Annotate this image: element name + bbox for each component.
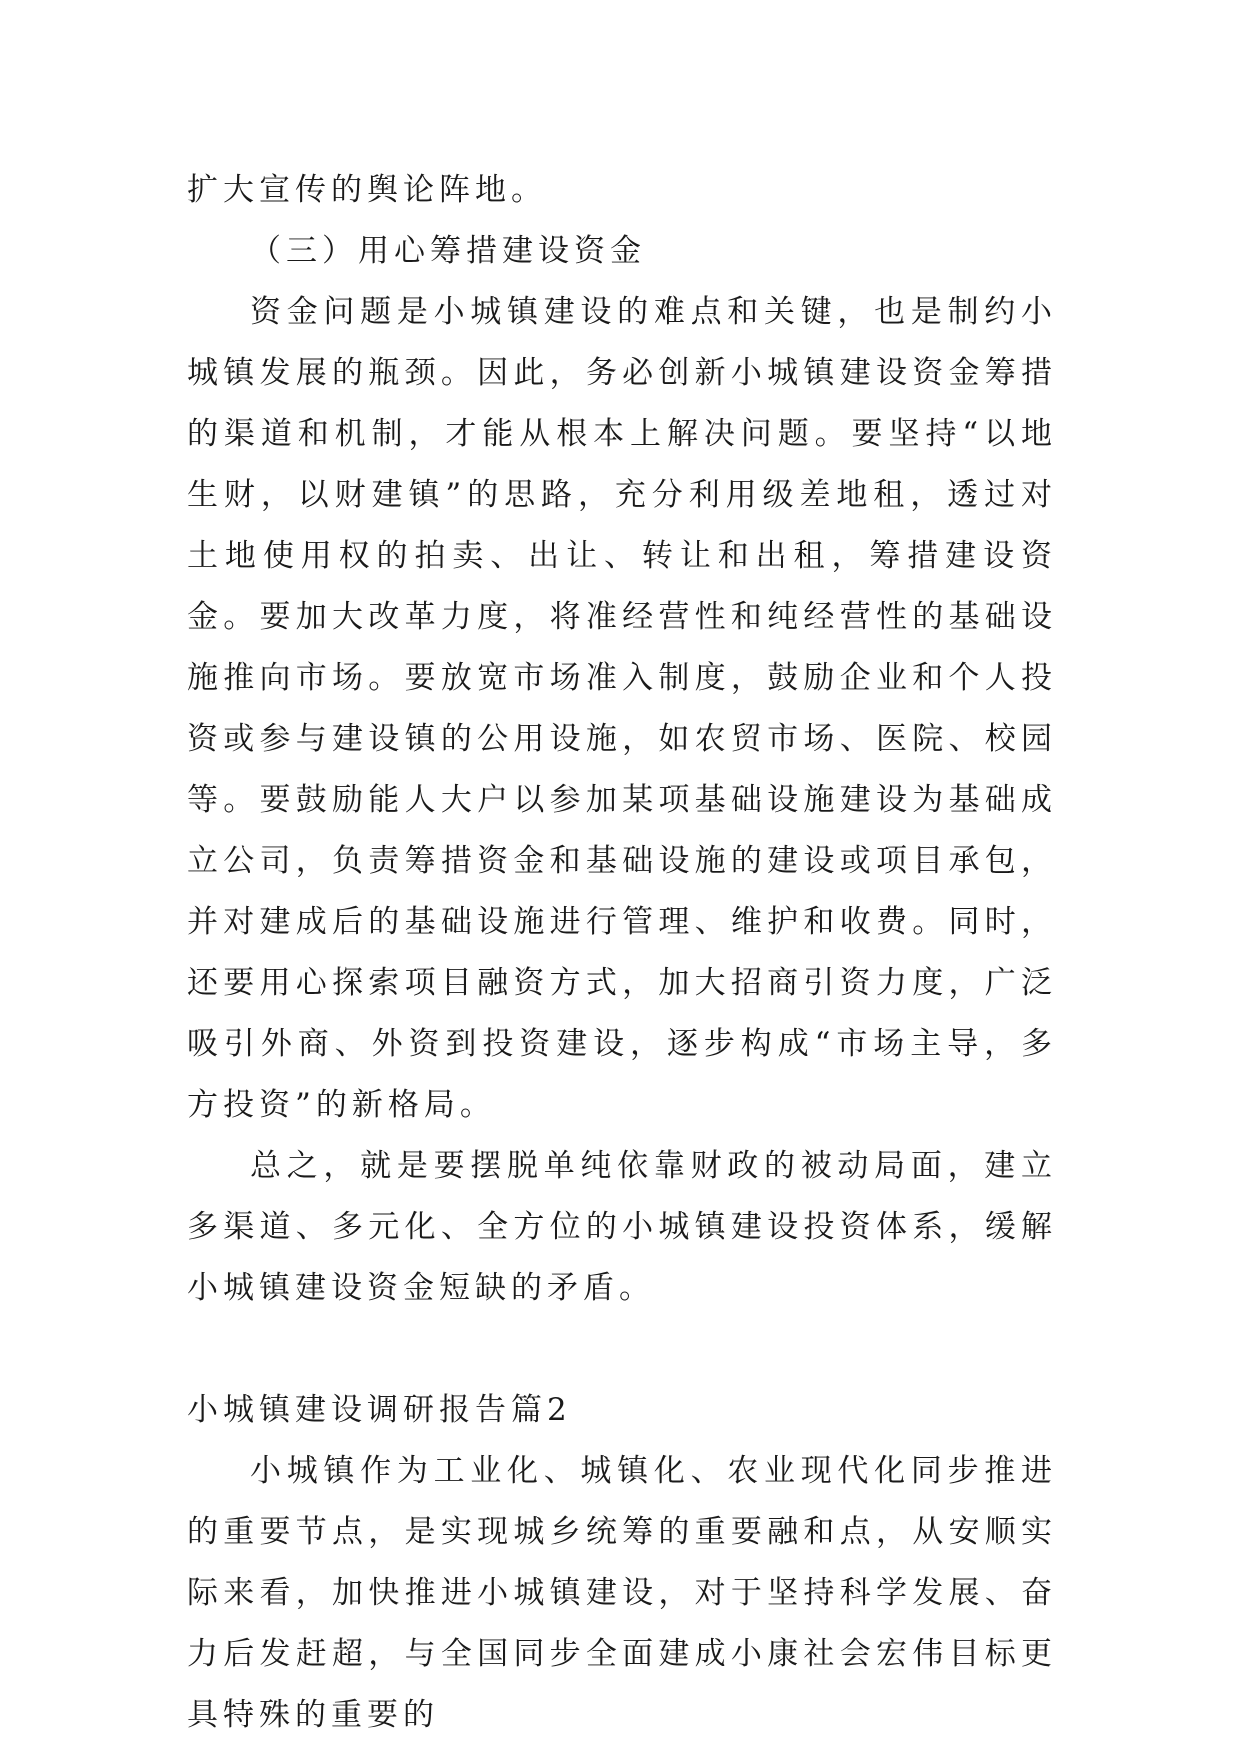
section-heading: （三）用心筹措建设资金 bbox=[250, 233, 646, 269]
paragraph-funding: 资金问题是小城镇建设的难点和关键，也是制约小城镇发展的瓶颈。因此，务必创新小城镇建设资金筹措的渠道和机制，才能从根本上解决问题。要坚持“以地生财，以财建镇”的思路，充分利用级差地租，透过对土地使用权的拍卖、出让、转让和出租，筹措建设资金。要加大改革力度，将准经营性和纯经营性的基础设施推向市场。要放宽市场准入制度，鼓励企业和个人投资或参与建设镇的公用设施，如农贸市场、医院、校园等。要鼓励能人大户以参加某项基础设施建设为基础成立公司，负责筹措资金和基础设施的建设或项目承包，并对建成后的基础设施进行管理、维护和收费。同时，还要用心探索项目融资方式，加大招商引资力度，广泛吸引外商、外资到投资建设，逐步构成“市场主导，多方投资”的新格局。 bbox=[187, 294, 1057, 1123]
report-title: 小城镇建设调研报告篇2 bbox=[187, 1392, 572, 1428]
paragraph-report-intro: 小城镇作为工业化、城镇化、农业现代化同步推进的重要节点，是实现城乡统筹的重要融和点，从安顺实际来看，加快推进小城镇建设，对于坚持科学发展、奋力后发赶超，与全国同步全面建成小康社会宏伟目标更具特殊的重要的 bbox=[187, 1453, 1057, 1733]
paragraph-conclusion: 总之，就是要摆脱单纯依靠财政的被动局面，建立多渠道、多元化、全方位的小城镇建设投资体系，缓解小城镇建设资金短缺的矛盾。 bbox=[187, 1148, 1057, 1306]
continuation-text: 扩大宣传的舆论阵地。 bbox=[187, 172, 547, 208]
section-spacer bbox=[187, 1319, 1057, 1380]
document-body bbox=[187, 160, 1057, 1746]
